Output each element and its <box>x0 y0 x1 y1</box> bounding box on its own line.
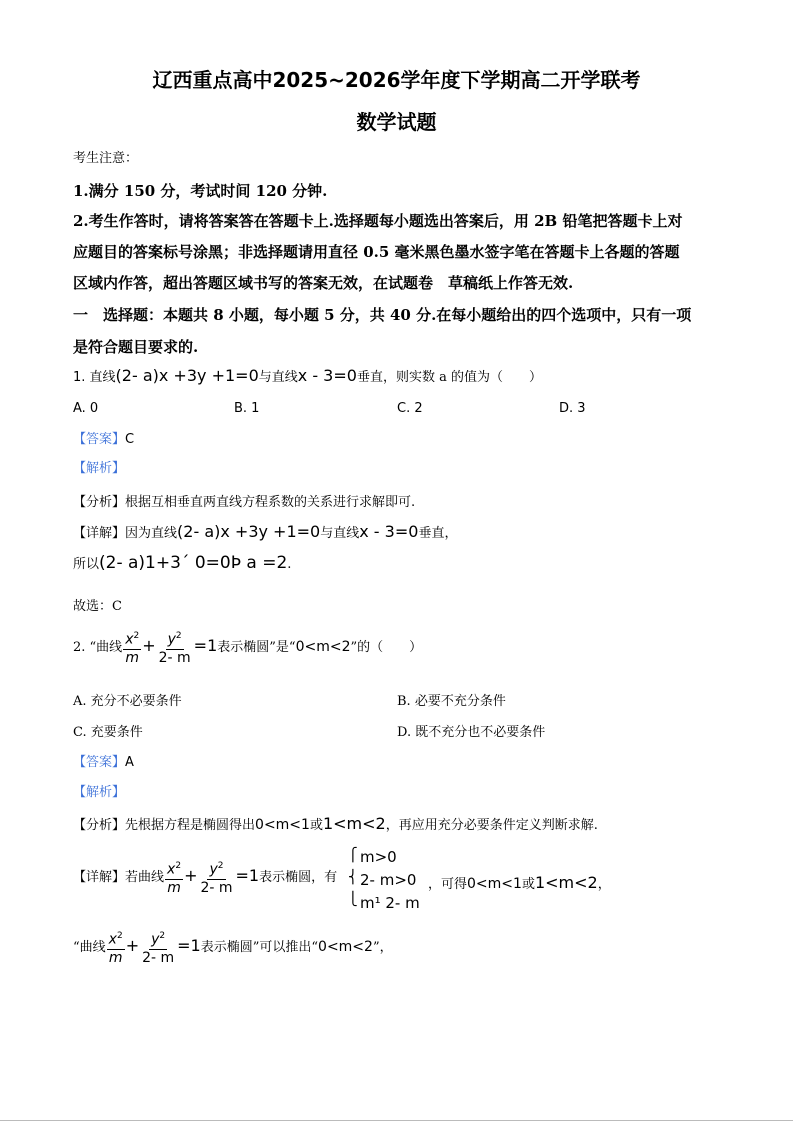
q2-fenxi: 【分析】先根据方程是椭圆得出0<m<1或1<m<2，再应用充分必要条件定义判断求解. <box>73 814 598 833</box>
question-1-stem: 1. 直线(2- a)x +3y +1=0与直线x - 3=0垂直，则实数 a 的值为（ ） <box>73 366 542 385</box>
page-bottom-divider <box>0 1120 793 1121</box>
system-row-3: m¹ 2- m <box>360 894 420 912</box>
system-row-1: m>0 <box>360 848 397 866</box>
q2-option-b: B. 必要不充分条件 <box>397 694 506 709</box>
question-2-stem: 2. “曲线 $\frac{x^2}{m}$ + $\frac{y^2}{2- m}$ =1表示椭圆”是“0<m<2”的（ ） <box>73 628 422 667</box>
q1-fenxi: 【分析】根据互相垂直两直线方程系数的关系进行求解即可. <box>73 495 416 510</box>
q2-inference: “曲线 $\frac{x^2}{m}$ + $\frac{y^2}{2- m}$ =1表示椭圆”可以推出“0<m<2”， <box>73 928 393 967</box>
q1-option-a: A. 0 <box>73 401 99 416</box>
page-subtitle: 数学试题 <box>356 110 437 134</box>
notice-heading: 考生注意： <box>73 151 139 166</box>
fraction-y-over-2-m: $\frac{y^2}{2- m}$ <box>157 628 193 667</box>
q2-analysis-tag: 【解析】 <box>73 785 126 800</box>
page-title: 辽西重点高中2025~2026学年度下学期高二开学联考 <box>152 68 641 92</box>
section-heading-line-2: 是符合题目要求的. <box>73 338 199 356</box>
q1-equation-2: x - 3=0 <box>297 366 357 385</box>
fraction-x-over-m: $\frac{x^2}{m}$ <box>123 628 141 667</box>
q1-option-c: C. 2 <box>397 401 423 416</box>
q1-derivation: 所以(2- a)1+3´ 0=0Þ a =2. <box>73 553 292 573</box>
q2-detail: 【详解】若曲线 $\frac{x^2}{m}$ + $\frac{y^2}{2- m}$ =1表示椭圆，有 <box>73 858 337 897</box>
inequality-system: ⎧ ⎨ ⎩ m>0 2- m>0 m¹ 2- m <box>348 848 420 912</box>
notice-item-2-line-2: 应题目的答案标号涂黑；非选择题请用直径 0.5 毫米黑色墨水签字笔在答题卡上各题的答题 <box>73 243 680 261</box>
notice-item-2-line-1: 2.考生作答时，请将答案答在答题卡上.选择题每小题选出答案后，用 2B 铅笔把答题卡上对 <box>73 212 683 230</box>
answer-tag: 【答案】 <box>73 755 126 770</box>
q1-equation-1: (2- a)x +3y +1=0 <box>115 366 259 385</box>
system-row-2: 2- m>0 <box>360 871 417 889</box>
q1-conclusion: 故选：C <box>73 599 122 614</box>
q1-answer: 【答案】C <box>73 432 135 447</box>
q2-option-d: D. 既不充分也不必要条件 <box>397 725 546 740</box>
q1-option-b: B. 1 <box>234 401 260 416</box>
q2-option-a: A. 充分不必要条件 <box>73 694 182 709</box>
answer-tag: 【答案】 <box>73 432 126 447</box>
notice-item-2-line-3: 区域内作答，超出答题区域书写的答案无效，在试题卷 草稿纸上作答无效. <box>73 274 574 292</box>
q1-analysis-tag: 【解析】 <box>73 461 126 476</box>
q1-detail: 【详解】因为直线(2- a)x +3y +1=0与直线x - 3=0垂直， <box>73 522 458 541</box>
q1-option-d: D. 3 <box>559 401 586 416</box>
notice-item-1: 1.满分 150 分，考试时间 120 分钟. <box>73 182 328 200</box>
section-heading-line-1: 一 选择题：本题共 8 小题，每小题 5 分，共 40 分.在每小题给出的四个选项中，只有一项 <box>73 306 692 324</box>
q2-answer: 【答案】A <box>73 755 134 770</box>
q2-detail-result: ，可得0<m<1或1<m<2， <box>428 873 611 892</box>
q2-option-c: C. 充要条件 <box>73 725 143 740</box>
